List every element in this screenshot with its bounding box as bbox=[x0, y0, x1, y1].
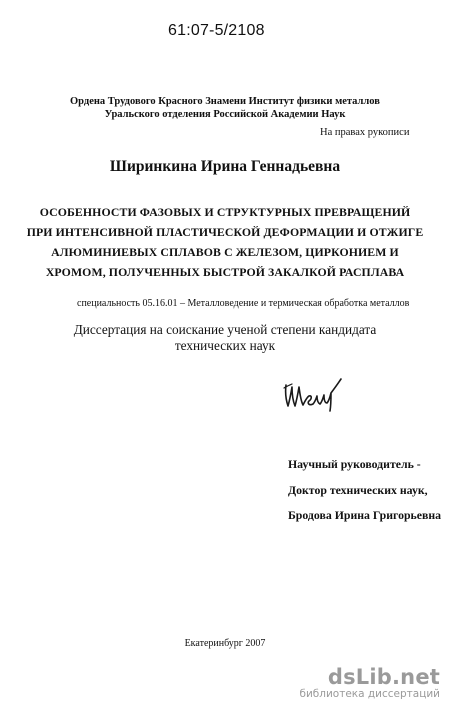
watermark-main: dsLib.net bbox=[327, 665, 440, 689]
city-year: Екатеринбург 2007 bbox=[184, 638, 266, 649]
title-line-1: ОСОБЕННОСТИ ФАЗОВЫХ И СТРУКТУРНЫХ ПРЕВРАЩЕНИЙ bbox=[39, 205, 411, 219]
rights-note: На правах рукописи bbox=[320, 127, 410, 138]
title-line-2: ПРИ ИНТЕНСИВНОЙ ПЛАСТИЧЕСКОЙ ДЕФОРМАЦИИ И ОТЖИГЕ bbox=[26, 225, 424, 239]
archive-code: 61:07-5/2108 bbox=[168, 22, 265, 39]
organization-line-2: Уральского отделения Российской Академии Наук bbox=[104, 109, 346, 120]
dissertation-line-2: технических наук bbox=[174, 338, 276, 353]
supervisor-name: Бродова Ирина Григорьевна bbox=[288, 508, 442, 522]
author-name: Ширинкина Ирина Геннадьевна bbox=[109, 158, 341, 175]
organization-line-1: Ордена Трудового Красного Знамени Институт физики металлов bbox=[70, 96, 380, 107]
title-line-3: АЛЮМИНИЕВЫХ СПЛАВОВ С ЖЕЛЕЗОМ, ЦИРКОНИЕМ И bbox=[51, 245, 399, 259]
supervisor-degree: Доктор технических наук, bbox=[288, 483, 428, 497]
watermark-sub: библиотека диссертаций bbox=[299, 688, 440, 700]
title-line-4: ХРОМОМ, ПОЛУЧЕННЫХ БЫСТРОЙ ЗАКАЛКОЙ РАСПЛАВА bbox=[45, 265, 405, 279]
supervisor-label: Научный руководитель - bbox=[288, 457, 421, 471]
dissertation-line-1: Диссертация на соискание ученой степени кандидата bbox=[73, 322, 377, 337]
specialty-line: специальность 05.16.01 – Металловедение и термическая обработка металлов bbox=[77, 298, 410, 309]
watermark bbox=[240, 666, 440, 700]
handwritten-signature bbox=[282, 375, 344, 413]
